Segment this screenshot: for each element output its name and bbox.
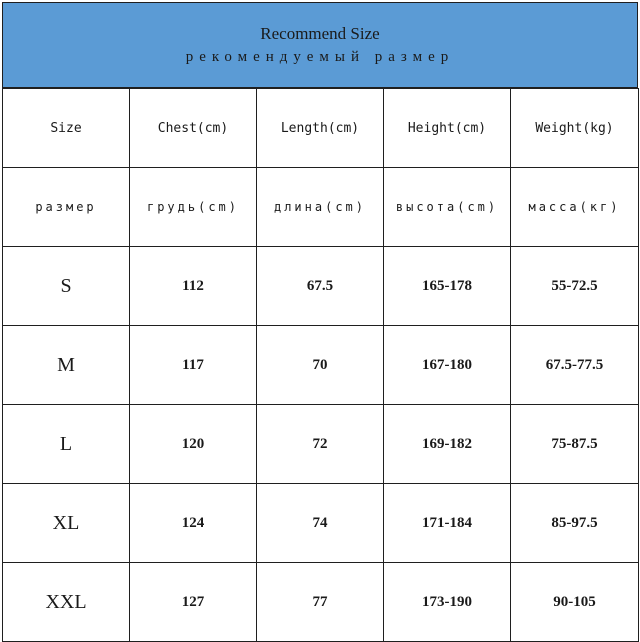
chest-cell: 117 bbox=[130, 326, 257, 405]
size-cell: L bbox=[3, 405, 130, 484]
table-row bbox=[3, 405, 639, 484]
header-weight: Weight(kg) bbox=[511, 89, 639, 168]
table-row bbox=[3, 247, 639, 326]
table-row bbox=[3, 563, 639, 642]
size-cell: XL bbox=[3, 484, 130, 563]
header-height: Height(cm) bbox=[384, 89, 511, 168]
size-chart-banner bbox=[2, 2, 638, 88]
banner-title: Recommend Size bbox=[260, 24, 380, 43]
chest-cell: 124 bbox=[130, 484, 257, 563]
banner-subtitle: рекомендуемый размер bbox=[185, 49, 455, 65]
size-table bbox=[2, 88, 639, 642]
height-cell: 173-190 bbox=[384, 563, 511, 642]
header-height-ru: высота(cm) bbox=[384, 168, 511, 247]
length-cell: 74 bbox=[257, 484, 384, 563]
size-cell: S bbox=[3, 247, 130, 326]
length-cell: 70 bbox=[257, 326, 384, 405]
header-length-ru: длина(cm) bbox=[257, 168, 384, 247]
height-cell: 165-178 bbox=[384, 247, 511, 326]
weight-cell: 85-97.5 bbox=[511, 484, 639, 563]
chest-cell: 127 bbox=[130, 563, 257, 642]
table-row bbox=[3, 326, 639, 405]
height-cell: 169-182 bbox=[384, 405, 511, 484]
header-length: Length(cm) bbox=[257, 89, 384, 168]
table-row bbox=[3, 484, 639, 563]
header-chest-ru: грудь(cm) bbox=[130, 168, 257, 247]
length-cell: 77 bbox=[257, 563, 384, 642]
chest-cell: 120 bbox=[130, 405, 257, 484]
size-cell: M bbox=[3, 326, 130, 405]
weight-cell: 90-105 bbox=[511, 563, 639, 642]
weight-cell: 75-87.5 bbox=[511, 405, 639, 484]
header-weight-ru: масса(кг) bbox=[511, 168, 639, 247]
height-cell: 171-184 bbox=[384, 484, 511, 563]
weight-cell: 67.5-77.5 bbox=[511, 326, 639, 405]
height-cell: 167-180 bbox=[384, 326, 511, 405]
header-size-ru: размер bbox=[3, 168, 130, 247]
length-cell: 67.5 bbox=[257, 247, 384, 326]
chest-cell: 112 bbox=[130, 247, 257, 326]
header-row-russian bbox=[3, 168, 639, 247]
header-size: Size bbox=[3, 89, 130, 168]
header-row-english bbox=[3, 89, 639, 168]
length-cell: 72 bbox=[257, 405, 384, 484]
header-chest: Chest(cm) bbox=[130, 89, 257, 168]
size-cell: XXL bbox=[3, 563, 130, 642]
weight-cell: 55-72.5 bbox=[511, 247, 639, 326]
